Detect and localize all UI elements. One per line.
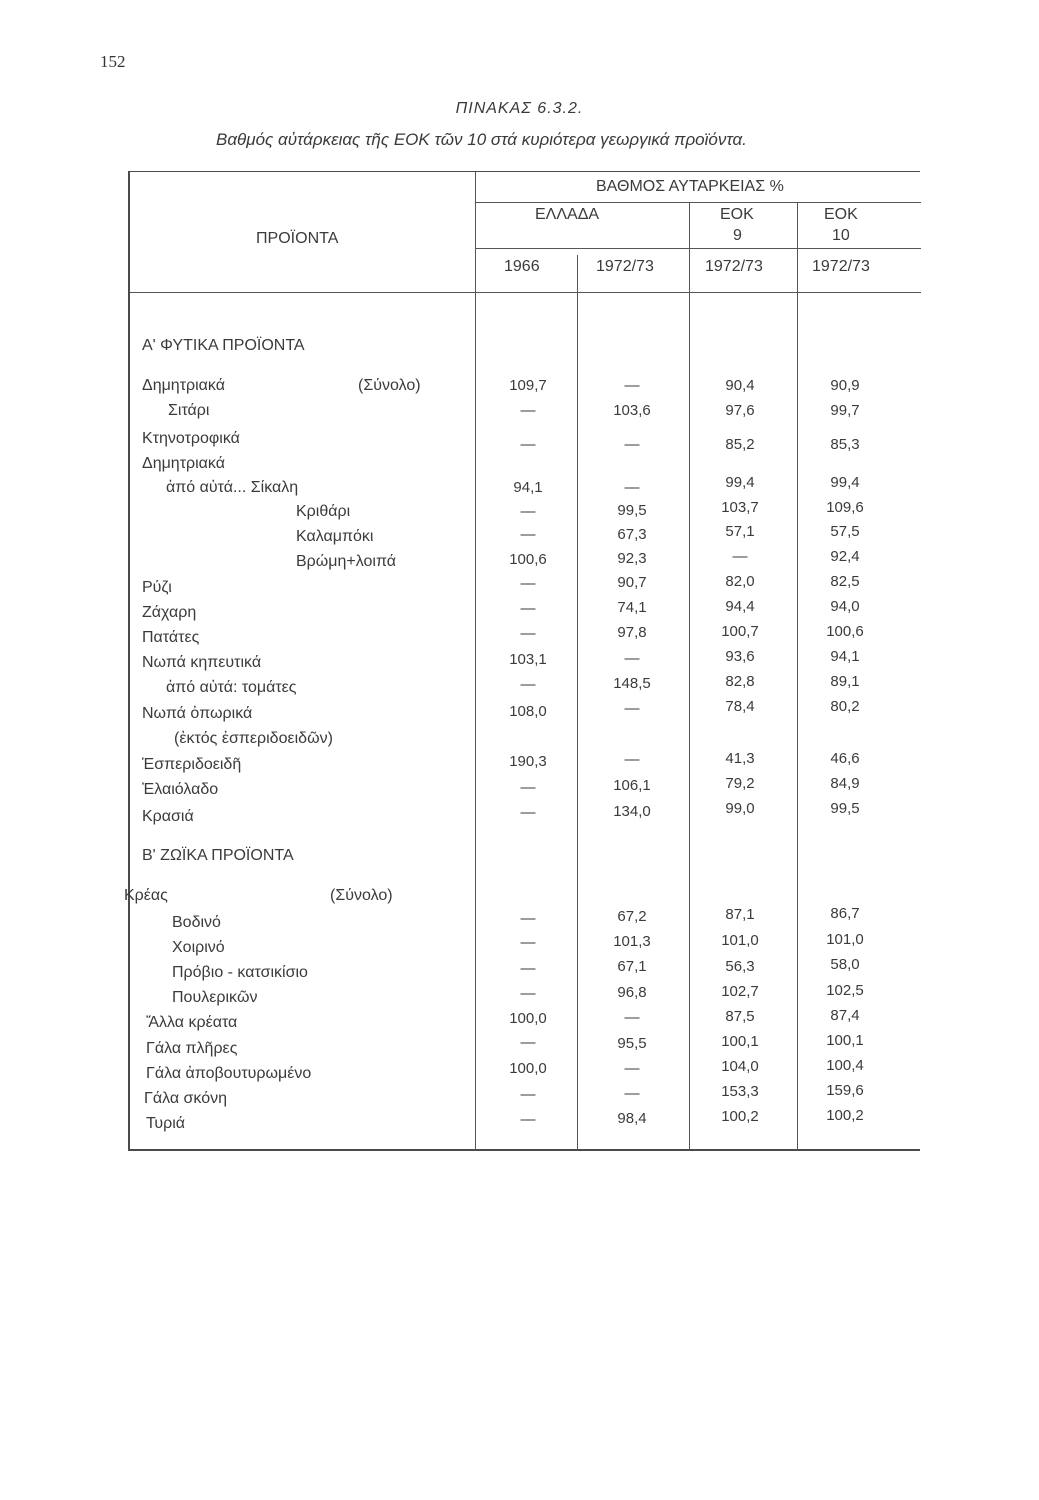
- cell-1966: 100,0: [509, 1060, 547, 1077]
- row-note: (Σύνολο): [330, 887, 393, 904]
- cell-1966: —: [520, 960, 536, 977]
- row-label: ἀπό αὐτά: τομάτες: [166, 679, 297, 696]
- cell-greece: 92,3: [617, 550, 647, 567]
- divider: [475, 248, 921, 249]
- cell-1966: 94,1: [513, 479, 543, 496]
- row-label: Ζάχαρη: [142, 604, 197, 621]
- table-caption-title: Βαθμός αὐτάρκειας τῆς ΕΟΚ τῶν 10 στά κυριότερα γεωργικά προϊόντα.: [216, 130, 747, 149]
- cell-greece: —: [624, 1009, 640, 1026]
- section-plant-products: Α' ΦΥΤΙΚΑ ΠΡΟΪΟΝΤΑ: [142, 337, 305, 354]
- cell-1966: —: [520, 575, 536, 592]
- cell-eok10: 159,6: [826, 1082, 864, 1099]
- cell-eok10: 82,5: [830, 573, 860, 590]
- header-col-1966: 1966: [504, 258, 540, 275]
- cell-1966: 109,7: [509, 377, 547, 394]
- cell-eok9: 56,3: [725, 958, 755, 975]
- cell-eok10: 87,4: [830, 1007, 860, 1024]
- cell-greece: 90,7: [617, 574, 647, 591]
- cell-eok9: 153,3: [721, 1083, 759, 1100]
- cell-1966: —: [520, 910, 536, 927]
- cell-1966: —: [520, 985, 536, 1002]
- cell-eok10: 100,2: [826, 1107, 864, 1124]
- cell-1966: —: [520, 436, 536, 453]
- cell-1966: —: [520, 600, 536, 617]
- row-label: Πρόβιο - κατσικίσιο: [172, 964, 308, 981]
- row-label: Κρέας: [124, 887, 168, 904]
- cell-eok9: 100,2: [721, 1108, 759, 1125]
- cell-eok9: —: [732, 548, 748, 565]
- cell-greece: —: [624, 436, 640, 453]
- row-label: Γάλα σκόνη: [144, 1090, 227, 1107]
- row-label: Χοιρινό: [172, 939, 225, 956]
- cell-eok9: 78,4: [725, 698, 755, 715]
- row-label: Τυριά: [146, 1115, 186, 1132]
- cell-greece: 74,1: [617, 599, 647, 616]
- row-label: Ἄλλα κρέατα: [146, 1014, 238, 1031]
- cell-1966: —: [520, 779, 536, 796]
- cell-eok9: 99,0: [725, 800, 755, 817]
- cell-greece: 134,0: [613, 803, 651, 820]
- cell-greece: 67,1: [617, 958, 647, 975]
- cell-eok9: 101,0: [721, 932, 759, 949]
- cell-1966: —: [520, 625, 536, 642]
- row-label: Κτηνοτροφικά: [142, 430, 240, 447]
- divider: [130, 292, 921, 293]
- cell-greece: —: [624, 479, 640, 496]
- cell-greece: —: [624, 650, 640, 667]
- header-degree: ΒΑΘΜΟΣ ΑΥΤΑΡΚΕΙΑΣ %: [596, 178, 784, 195]
- cell-eok10: 86,7: [830, 905, 860, 922]
- cell-1966: —: [520, 402, 536, 419]
- cell-eok10: 99,4: [830, 474, 860, 491]
- cell-eok10: 84,9: [830, 775, 860, 792]
- cell-eok10: 100,4: [826, 1057, 864, 1074]
- cell-eok10: 57,5: [830, 523, 860, 540]
- cell-eok10: 85,3: [830, 436, 860, 453]
- row-label: ἀπό αὐτά... Σίκαλη: [166, 479, 299, 496]
- divider: [475, 202, 921, 203]
- row-label: Κριθάρι: [296, 503, 351, 520]
- row-label: Βρώμη+λοιπά: [296, 553, 396, 570]
- row-label: Πατάτες: [142, 629, 200, 646]
- cell-eok10: 80,2: [830, 698, 860, 715]
- cell-greece: 103,6: [613, 402, 651, 419]
- row-label: Γάλα ἀποβουτυρωμένο: [146, 1065, 312, 1082]
- row-label: Σιτάρι: [168, 402, 210, 419]
- cell-1966: 100,6: [509, 551, 547, 568]
- cell-eok10: 109,6: [826, 499, 864, 516]
- row-label: (ἐκτός ἐσπεριδοειδῶν): [174, 730, 333, 747]
- cell-greece: —: [624, 700, 640, 717]
- header-eok9: ΕΟΚ: [720, 206, 754, 223]
- cell-eok10: 100,1: [826, 1032, 864, 1049]
- cell-eok9: 100,1: [721, 1033, 759, 1050]
- cell-greece: —: [624, 1085, 640, 1102]
- cell-eok9: 97,6: [725, 402, 755, 419]
- page-number: 152: [100, 52, 126, 71]
- cell-greece: 99,5: [617, 502, 647, 519]
- header-products: ΠΡΟΪΟΝΤΑ: [256, 230, 339, 247]
- table-caption-label: ΠΙΝΑΚΑΣ 6.3.2.: [455, 100, 584, 117]
- cell-greece: 67,3: [617, 526, 647, 543]
- cell-1966: —: [520, 526, 536, 543]
- row-label: Καλαμπόκι: [296, 528, 374, 545]
- cell-eok9: 94,4: [725, 598, 755, 615]
- divider: [475, 172, 476, 1150]
- section-animal-products: Β' ΖΩΪΚΑ ΠΡΟΪΟΝΤΑ: [142, 847, 294, 864]
- cell-eok10: 101,0: [826, 931, 864, 948]
- cell-greece: 101,3: [613, 933, 651, 950]
- cell-1966: 108,0: [509, 703, 547, 720]
- header-col-eok10-1972: 1972/73: [812, 258, 870, 275]
- cell-greece: 98,4: [617, 1110, 647, 1127]
- cell-1966: —: [520, 503, 536, 520]
- cell-1966: —: [520, 676, 536, 693]
- row-label: Νωπά ὀπωρικά: [142, 705, 253, 722]
- cell-eok10: 99,7: [830, 402, 860, 419]
- cell-eok9: 87,1: [725, 906, 755, 923]
- cell-1966: 103,1: [509, 651, 547, 668]
- cell-eok9: 82,0: [725, 573, 755, 590]
- row-label: Δημητριακά: [142, 455, 225, 472]
- cell-eok9: 93,6: [725, 648, 755, 665]
- cell-eok9: 103,7: [721, 499, 759, 516]
- header-eok10-count: 10: [832, 227, 850, 244]
- cell-eok9: 100,7: [721, 623, 759, 640]
- header-col-greece-1972: 1972/73: [596, 258, 654, 275]
- cell-eok9: 79,2: [725, 775, 755, 792]
- cell-1966: 100,0: [509, 1010, 547, 1027]
- cell-eok10: 92,4: [830, 548, 860, 565]
- cell-eok9: 57,1: [725, 523, 755, 540]
- cell-greece: 106,1: [613, 777, 651, 794]
- cell-eok9: 104,0: [721, 1058, 759, 1075]
- row-label: Γάλα πλῆρες: [146, 1040, 238, 1057]
- cell-eok9: 82,8: [725, 673, 755, 690]
- cell-eok9: 85,2: [725, 436, 755, 453]
- row-label: Ἐλαιόλαδο: [142, 781, 219, 798]
- cell-eok10: 102,5: [826, 982, 864, 999]
- cell-greece: 97,8: [617, 624, 647, 641]
- row-label: Δημητριακά: [142, 377, 225, 394]
- row-label: Νωπά κηπευτικά: [142, 654, 262, 671]
- row-label: Ρύζι: [142, 579, 172, 596]
- cell-eok10: 94,1: [830, 648, 860, 665]
- cell-1966: 190,3: [509, 753, 547, 770]
- cell-eok10: 58,0: [830, 956, 860, 973]
- cell-eok9: 99,4: [725, 474, 755, 491]
- header-greece: ΕΛΛΑΔΑ: [535, 206, 600, 223]
- cell-greece: —: [624, 751, 640, 768]
- row-label: Βοδινό: [172, 914, 221, 931]
- cell-eok10: 89,1: [830, 673, 860, 690]
- cell-greece: —: [624, 377, 640, 394]
- cell-1966: —: [520, 804, 536, 821]
- row-label: Πουλερικῶν: [172, 989, 258, 1006]
- cell-greece: 96,8: [617, 984, 647, 1001]
- cell-1966: —: [520, 1034, 536, 1051]
- cell-1966: —: [520, 1086, 536, 1103]
- cell-greece: 67,2: [617, 908, 647, 925]
- row-label: Κρασιά: [142, 808, 194, 825]
- cell-eok10: 46,6: [830, 750, 860, 767]
- cell-eok9: 41,3: [725, 750, 755, 767]
- cell-eok10: 94,0: [830, 598, 860, 615]
- cell-eok10: 90,9: [830, 377, 860, 394]
- header-eok9-count: 9: [733, 227, 742, 244]
- cell-eok9: 87,5: [725, 1008, 755, 1025]
- row-label: Ἑσπεριδοειδῆ: [142, 756, 242, 773]
- cell-1966: —: [520, 934, 536, 951]
- row-note: (Σύνολο): [358, 377, 421, 394]
- cell-1966: —: [520, 1111, 536, 1128]
- cell-greece: 148,5: [613, 675, 651, 692]
- cell-eok9: 102,7: [721, 983, 759, 1000]
- cell-eok10: 100,6: [826, 623, 864, 640]
- cell-eok9: 90,4: [725, 377, 755, 394]
- cell-greece: 95,5: [617, 1035, 647, 1052]
- cell-eok10: 99,5: [830, 800, 860, 817]
- cell-greece: —: [624, 1060, 640, 1077]
- header-col-eok9-1972: 1972/73: [705, 258, 763, 275]
- header-eok10: ΕΟΚ: [824, 206, 858, 223]
- self-sufficiency-table: [124, 171, 920, 1151]
